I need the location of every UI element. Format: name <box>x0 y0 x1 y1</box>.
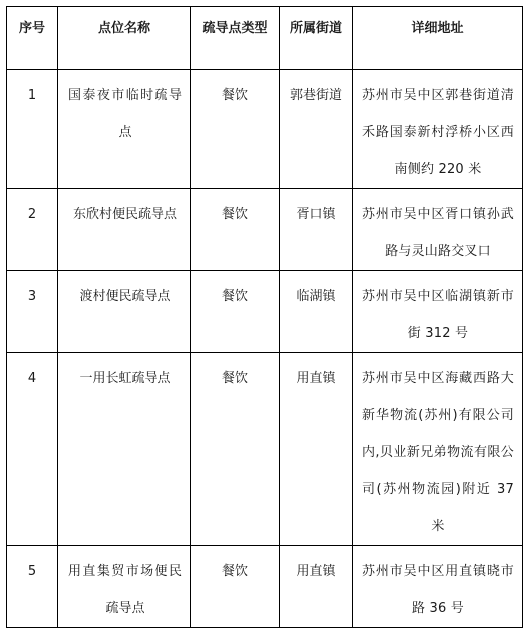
cell-name <box>58 271 191 353</box>
table-header-row <box>7 7 523 70</box>
cell-address-text: 苏州市吴中区用直镇晓市路 36 号 <box>362 564 514 616</box>
cell-type: 餐饮 <box>191 189 280 271</box>
table-row <box>7 546 523 628</box>
cell-type: 餐饮 <box>191 271 280 353</box>
cell-address <box>353 271 523 353</box>
cell-name <box>58 189 191 271</box>
cell-address-text: 苏州市吴中区临湖镇新市街 312 号 <box>362 289 514 341</box>
cell-name-text: 一用长虹疏导点 <box>79 371 171 386</box>
cell-num: 3 <box>7 271 58 353</box>
cell-name <box>58 353 191 546</box>
cell-address-text: 苏州市吴中区胥口镇孙武路与灵山路交叉口 <box>362 207 514 259</box>
cell-name <box>58 546 191 628</box>
cell-street: 临湖镇 <box>280 271 353 353</box>
cell-street: 用直镇 <box>280 353 353 546</box>
cell-num: 2 <box>7 189 58 271</box>
cell-name-text: 国泰夜市临时疏导点 <box>68 88 182 140</box>
cell-address <box>353 70 523 189</box>
guidance-points-table <box>6 6 523 628</box>
header-type: 疏导点类型 <box>191 7 280 70</box>
table-row <box>7 189 523 271</box>
cell-address <box>353 353 523 546</box>
cell-name <box>58 70 191 189</box>
cell-name-text: 渡村便民疏导点 <box>79 289 171 304</box>
cell-street: 用直镇 <box>280 546 353 628</box>
header-name: 点位名称 <box>58 7 191 70</box>
cell-type: 餐饮 <box>191 353 280 546</box>
cell-num: 4 <box>7 353 58 546</box>
cell-type: 餐饮 <box>191 70 280 189</box>
table-row <box>7 70 523 189</box>
cell-address-text: 苏州市吴中区海藏西路大新华物流(苏州)有限公司内,贝业新兄弟物流有限公司(苏州物流园)附近 37 米 <box>362 371 514 534</box>
cell-type: 餐饮 <box>191 546 280 628</box>
cell-street: 胥口镇 <box>280 189 353 271</box>
cell-street: 郭巷街道 <box>280 70 353 189</box>
table-row <box>7 353 523 546</box>
cell-address-text: 苏州市吴中区郭巷街道清禾路国泰新村浮桥小区西南侧约 220 米 <box>362 88 514 177</box>
cell-address <box>353 189 523 271</box>
header-street: 所属街道 <box>280 7 353 70</box>
cell-num: 1 <box>7 70 58 189</box>
cell-num: 5 <box>7 546 58 628</box>
header-address: 详细地址 <box>353 7 523 70</box>
header-num: 序号 <box>7 7 58 70</box>
table-row <box>7 271 523 353</box>
cell-name-text: 用直集贸市场便民疏导点 <box>68 564 182 616</box>
cell-name-text: 东欣村便民疏导点 <box>72 207 177 222</box>
cell-address <box>353 546 523 628</box>
